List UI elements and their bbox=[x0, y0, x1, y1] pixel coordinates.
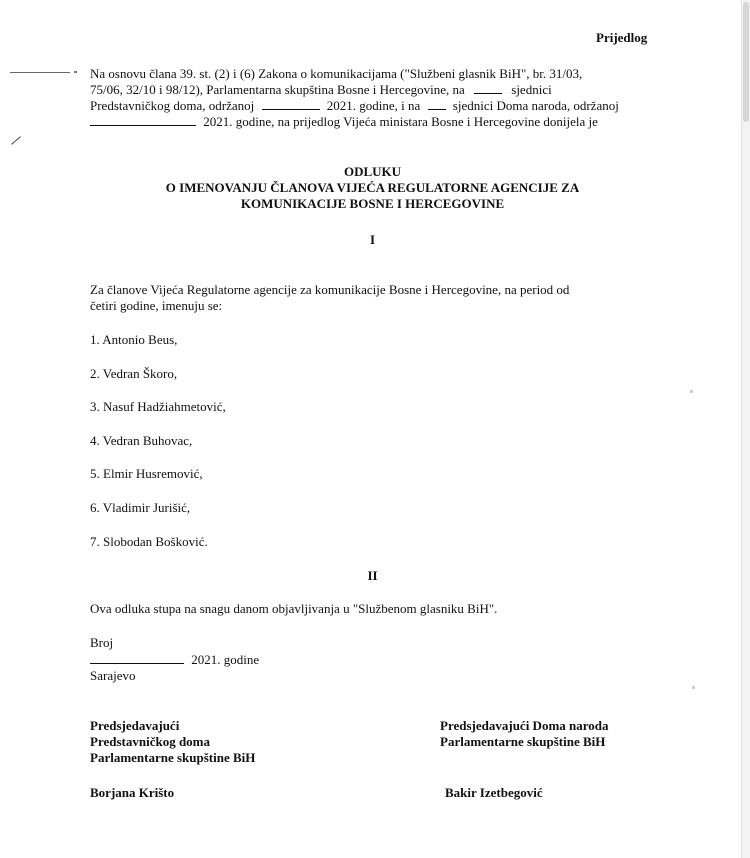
signatory-name-right: Bakir Izetbegović bbox=[445, 785, 543, 800]
place-label: Sarajevo bbox=[90, 668, 136, 683]
date-text: 2021. godine bbox=[191, 652, 260, 667]
scrollbar-thumb[interactable] bbox=[743, 2, 749, 122]
member-list-item: 5. Elmir Husremović, bbox=[90, 466, 203, 481]
blank-line bbox=[90, 652, 184, 664]
signatory-title-right: Parlamentarne skupštine BiH bbox=[440, 734, 606, 749]
preamble-line-3 bbox=[90, 98, 619, 114]
section-2-text: Ova odluka stupa na snagu danom objavljivanja u "Službenom glasniku BiH". bbox=[90, 601, 498, 616]
preamble-line-4 bbox=[90, 114, 598, 130]
margin-dot-mark bbox=[74, 71, 77, 73]
date-line bbox=[90, 652, 259, 668]
blank-line bbox=[262, 98, 320, 110]
decision-title: O IMENOVANJU ČLANOVA VIJEĆA REGULATORNE AGENCIJE ZA bbox=[165, 180, 580, 195]
member-list-item: 3. Nasuf Hadžiahmetović, bbox=[90, 399, 226, 414]
margin-dash-mark bbox=[10, 72, 70, 73]
preamble-text: sjednici bbox=[511, 82, 552, 97]
reference-number-label: Broj bbox=[90, 635, 114, 650]
section-1-intro: Za članove Vijeća Regulatorne agencije za komunikacije Bosne i Hercegovine, na period od bbox=[90, 282, 570, 297]
signatory-title-left: Predstavničkog doma bbox=[90, 734, 211, 749]
member-list-item: 1. Antonio Beus, bbox=[90, 332, 178, 347]
member-list-item: 6. Vladimir Jurišić, bbox=[90, 500, 191, 515]
member-list-item: 2. Vedran Škoro, bbox=[90, 366, 178, 381]
preamble-text: sjednici Doma naroda, održanoj bbox=[452, 98, 619, 113]
preamble-text: Predstavničkog doma, održanoj bbox=[90, 98, 255, 113]
proposal-label: Prijedlog bbox=[596, 30, 648, 45]
preamble-text: 75/06, 32/10 i 98/12), Parlamentarna skupština Bosne i Hercegovine, na bbox=[90, 82, 465, 97]
edge-mark bbox=[692, 686, 695, 689]
signatory-title-right: Predsjedavajući Doma naroda bbox=[440, 718, 609, 733]
preamble-line-1 bbox=[90, 66, 655, 82]
section-numeral-1: I bbox=[369, 232, 376, 247]
blank-line bbox=[90, 114, 196, 126]
vertical-scrollbar[interactable] bbox=[741, 0, 750, 858]
section-1-intro: četiri godine, imenuju se: bbox=[90, 298, 223, 313]
signatory-name-left: Borjana Krišto bbox=[90, 785, 175, 800]
preamble-line-2 bbox=[90, 82, 552, 98]
preamble-text: Na osnovu člana 39. st. (2) i (6) Zakona o komunikacijama ("Službeni glasnik BiH", br. 31/03, bbox=[90, 66, 583, 81]
signatory-title-left: Predsjedavajući bbox=[90, 718, 180, 733]
decision-title: KOMUNIKACIJE BOSNE I HERCEGOVINE bbox=[240, 196, 505, 211]
blank-line bbox=[428, 98, 446, 110]
preamble-text: 2021. godine, i na bbox=[326, 98, 421, 113]
member-list-item: 7. Slobodan Bošković. bbox=[90, 534, 208, 549]
preamble-text: 2021. godine, na prijedlog Vijeća ministara Bosne i Hercegovine donijela je bbox=[203, 114, 598, 129]
member-list-item: 4. Vedran Buhovac, bbox=[90, 433, 193, 448]
margin-slash-mark bbox=[11, 136, 21, 144]
decision-title: ODLUKU bbox=[343, 164, 402, 179]
blank-line bbox=[474, 82, 502, 94]
edge-mark bbox=[690, 390, 693, 393]
section-numeral-2: II bbox=[367, 568, 378, 583]
signatory-title-left: Parlamentarne skupštine BiH bbox=[90, 750, 256, 765]
